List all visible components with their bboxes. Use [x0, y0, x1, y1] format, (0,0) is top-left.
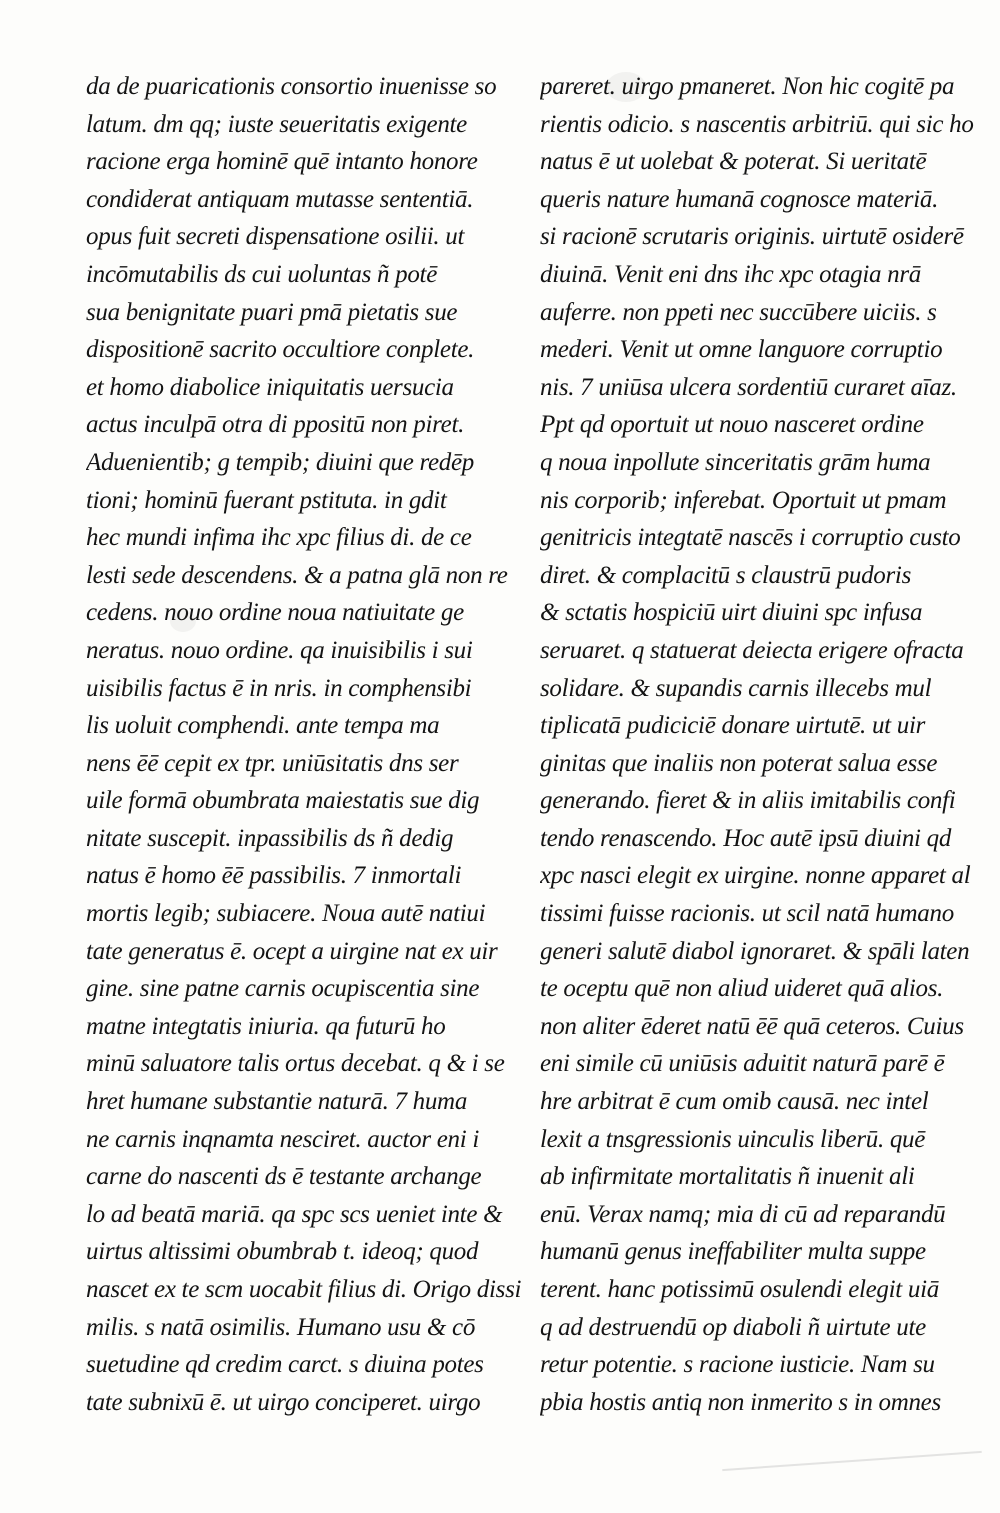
manuscript-line: gine. sine patne carnis ocupiscentia sine — [86, 975, 480, 1003]
manuscript-line: racione erga hominē quē intanto honore — [86, 148, 478, 176]
manuscript-line: et homo diabolice iniquitatis uersucia — [86, 373, 454, 401]
right-text-column — [540, 68, 980, 1421]
manuscript-line: suetudine qd credim carct. s diuina potes — [86, 1351, 484, 1379]
manuscript-line: generi salutē diabol ignoraret. & spāli laten — [540, 937, 970, 965]
manuscript-line: hec mundi infima ihc xpc filius di. de ce — [86, 524, 472, 552]
manuscript-line: tiplicatā pudiciciē donare uirtutē. ut uir — [540, 712, 926, 740]
manuscript-line: lo ad beatā mariā. qa spc scs ueniet inte & — [86, 1200, 503, 1228]
manuscript-line: condiderat antiquam mutasse sententiā. — [86, 185, 474, 213]
manuscript-line: minū saluatore talis ortus decebat. q & i se — [86, 1050, 505, 1078]
manuscript-line: incōmutabilis ds cui uoluntas ñ potē — [86, 260, 437, 288]
manuscript-line: natus ē homo ēē passibilis. 7 inmortali — [86, 862, 462, 890]
manuscript-line: uirtus altissimi obumbrab t. ideoq; quod — [86, 1238, 479, 1266]
manuscript-line: mederi. Venit ut omne languore corruptio — [540, 336, 943, 364]
manuscript-line: da de puaricationis consortio inuenisse so — [86, 73, 497, 100]
manuscript-line: auferre. non ppeti nec succūbere uiciis. s — [540, 298, 937, 326]
manuscript-line: lexit a tnsgressionis uinculis liberū. quē — [540, 1125, 926, 1153]
manuscript-line: nens ēē cepit ex tpr. uniūsitatis dns ser — [86, 749, 459, 777]
manuscript-line: Ppt qd oportuit ut nouo nasceret ordine — [540, 411, 924, 439]
manuscript-line: te oceptu quē non aliud uideret quā alios. — [540, 975, 944, 1003]
manuscript-line: queris nature humanā cognosce materiā. — [540, 185, 939, 213]
manuscript-line: tioni; hominū fuerant pstituta. in gdit — [86, 486, 447, 514]
manuscript-line: ginitas que inaliis non poterat salua esse — [540, 749, 938, 777]
manuscript-line: terent. hanc potissimū osulendi elegit uiā — [540, 1276, 939, 1303]
manuscript-line: hret humane substantie naturā. 7 huma — [86, 1088, 468, 1116]
manuscript-line: genitricis integtatē nascēs i corruptio custo — [540, 524, 961, 552]
manuscript-line: non aliter ēderet natū ēē quā ceteros. Cuius — [540, 1012, 964, 1040]
manuscript-line: mortis legib; subiacere. Noua autē natiui — [86, 900, 486, 928]
manuscript-line: solidare. & supandis carnis illecebs mul — [540, 674, 932, 702]
manuscript-line: lis uoluit comphendi. ante tempa ma — [86, 712, 440, 740]
manuscript-line: q ad destruendū op diaboli ñ uirtute ute — [540, 1313, 926, 1341]
manuscript-line: uile formā obumbrata maiestatis sue dig — [86, 787, 480, 815]
manuscript-line: ab infirmitate mortalitatis ñ inuenit ali — [540, 1163, 915, 1191]
manuscript-line: retur potentie. s racione iusticie. Nam su — [540, 1351, 935, 1379]
manuscript-line: pareret. uirgo pmaneret. Non hic cogitē pa — [540, 73, 955, 100]
manuscript-line: dispositionē sacrito occultiore conplete. — [86, 336, 475, 364]
manuscript-line: matne integtatis iniuria. qa futurū ho — [86, 1012, 446, 1040]
manuscript-line: diret. & complacitū s claustrū pudoris — [540, 561, 911, 589]
manuscript-line: carne do nascenti ds ē testante archange — [86, 1163, 482, 1191]
manuscript-line: actus inculpā otra di ppositū non piret. — [86, 411, 465, 439]
manuscript-line: tate generatus ē. ocept a uirgine nat ex uir — [86, 937, 498, 965]
manuscript-line: seruaret. q statuerat deiecta erigere ofracta — [540, 636, 964, 664]
page-fold-mark — [722, 1451, 982, 1471]
manuscript-line: nitate suscepit. inpassibilis ds ñ dedig — [86, 824, 454, 852]
manuscript-line: uisibilis factus ē in nris. in comphensibi — [86, 674, 472, 702]
manuscript-line: tendo renascendo. Hoc autē ipsū diuini qd — [540, 824, 952, 852]
manuscript-line: cedens. nouo ordine noua natiuitate ge — [86, 599, 464, 627]
manuscript-line: humanū genus ineffabiliter multa suppe — [540, 1238, 926, 1266]
manuscript-line: rientis odicio. s nascentis arbitriū. qui sic ho — [540, 110, 974, 138]
manuscript-line: lesti sede descendens. & a patna glā non re — [86, 561, 508, 589]
manuscript-line: eni simile cū uniūsis aduitit naturā parē ē — [540, 1050, 945, 1078]
manuscript-line: q noua inpollute sinceritatis grām huma — [540, 448, 931, 476]
manuscript-line: nis corporib; inferebat. Oportuit ut pmam — [540, 486, 947, 514]
manuscript-line: Aduenientib; g tempib; diuini que redēp — [86, 448, 474, 476]
manuscript-line: tate subnixū ē. ut uirgo conciperet. uirgo — [86, 1388, 481, 1416]
manuscript-line: hre arbitrat ē cum omib causā. nec intel — [540, 1088, 929, 1116]
manuscript-line: pbia hostis antiq non inmerito s in omnes — [540, 1388, 941, 1416]
manuscript-line: nis. 7 uniūsa ulcera sordentiū curaret aīaz. — [540, 373, 957, 401]
manuscript-line: opus fuit secreti dispensatione osilii. ut — [86, 223, 465, 251]
manuscript-line: neratus. nouo ordine. qa inuisibilis i sui — [86, 636, 473, 664]
manuscript-line: enū. Verax namq; mia di cū ad reparandū — [540, 1200, 946, 1228]
left-text-column — [86, 68, 526, 1421]
manuscript-line: xpc nasci elegit ex uirgine. nonne apparet al — [540, 862, 971, 890]
manuscript-line: nascet ex te scm uocabit filius di. Origo dissi — [86, 1276, 522, 1303]
manuscript-line: diuinā. Venit eni dns ihc xpc otagia nrā — [540, 260, 922, 288]
manuscript-line: latum. dm qq; iuste seueritatis exigente — [86, 110, 467, 138]
manuscript-line: ne carnis inqnamta nesciret. auctor eni i — [86, 1125, 479, 1153]
manuscript-line: generando. fieret & in aliis imitabilis confi — [540, 787, 956, 815]
manuscript-line: si racionē scrutaris originis. uirtutē osiderē — [540, 223, 964, 251]
manuscript-line: natus ē ut uolebat & poterat. Si ueritatē — [540, 148, 927, 176]
manuscript-line: tissimi fuisse racionis. ut scil natā humano — [540, 900, 954, 928]
manuscript-line: milis. s natā osimilis. Humano usu & cō — [86, 1313, 476, 1341]
manuscript-line: sua benignitate puari pmā pietatis sue — [86, 298, 458, 326]
manuscript-line: & sctatis hospiciū uirt diuini spc infusa — [540, 599, 923, 627]
